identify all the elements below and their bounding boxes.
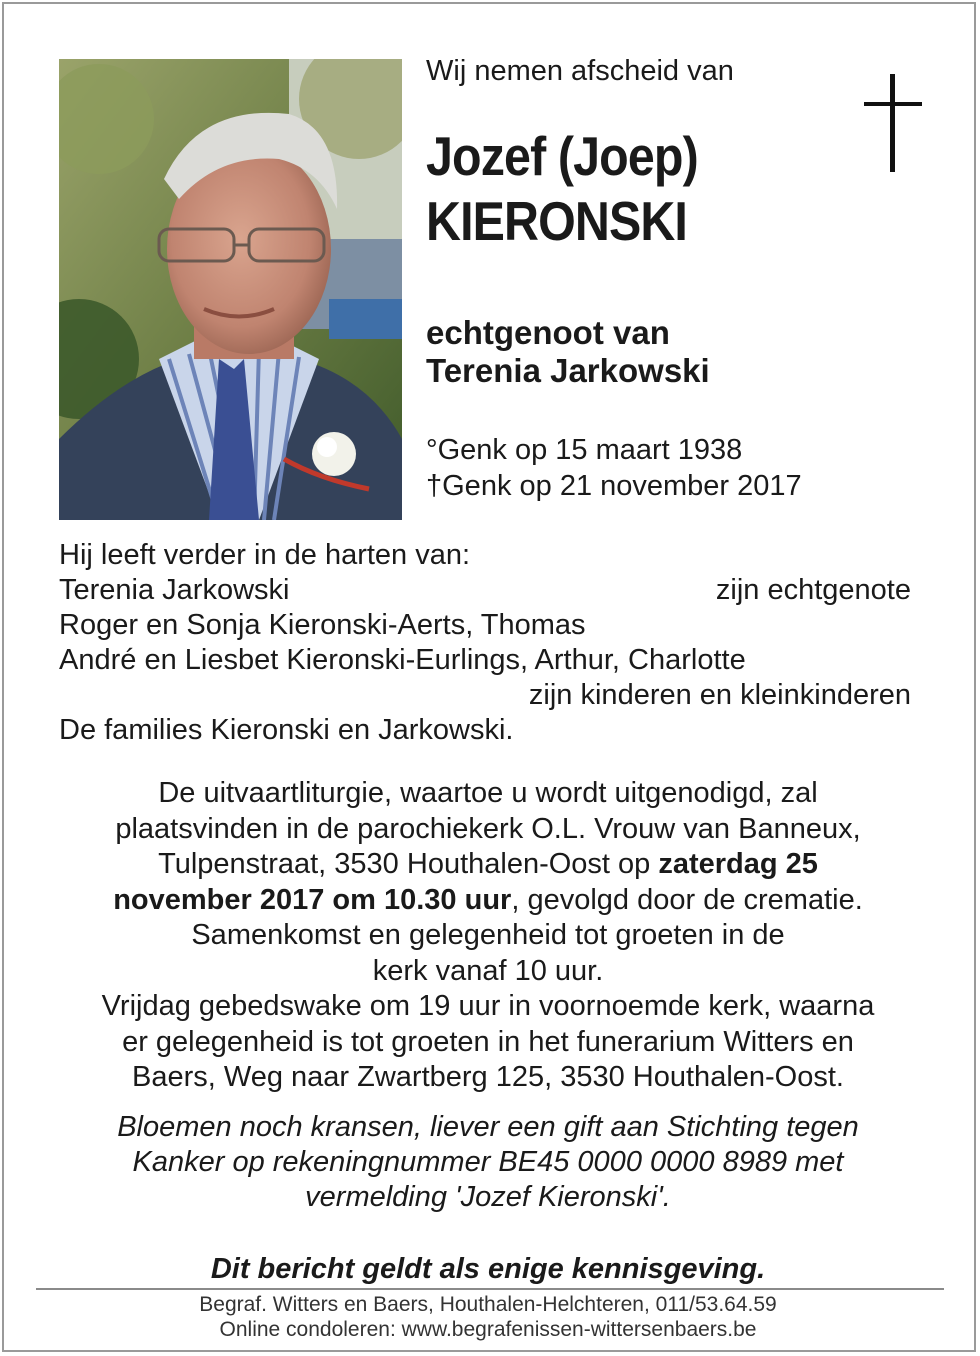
- funeral-line: kerk vanaf 10 uur.: [372, 954, 604, 987]
- footer: [40, 1292, 936, 1342]
- funeral-line: De uitvaartliturgie, waartoe u wordt uitgenodigd, zal: [158, 777, 818, 809]
- survivor-names: Terenia Jarkowski: [59, 574, 290, 606]
- funeral-line: Baers, Weg naar Zwartberg 125, 3530 Houthalen-Oost.: [132, 1061, 844, 1093]
- cross-icon: [864, 74, 922, 172]
- survivors-list: [59, 538, 917, 748]
- survivor-names: Roger en Sonja Kieronski-Aerts, Thomas: [59, 609, 586, 641]
- official-notice: Dit bericht geldt als enige kennisgeving.: [210, 1253, 766, 1285]
- funeral-line: plaatsvinden in de parochiekerk O.L. Vrouw van Banneux,: [115, 812, 861, 845]
- flowers-line: Kanker op rekeningnummer BE45 0000 0000 8989 met: [132, 1146, 844, 1178]
- deceased-name: [426, 124, 698, 254]
- life-dates: [426, 432, 802, 504]
- funeral-time-highlight: november 2017 om 10.30 uur: [113, 883, 512, 916]
- funeral-line: er gelegenheid is tot groeten in het funerarium Witters en: [122, 1025, 854, 1058]
- flowers-line: vermelding 'Jozef Kieronski'.: [305, 1181, 671, 1213]
- portrait-illustration: [59, 59, 402, 520]
- survivor-names: De families Kieronski en Jarkowski.: [59, 714, 514, 746]
- flowers-line: Bloemen noch kransen, liever een gift aan Stichting tegen: [117, 1111, 859, 1143]
- funeral-line: Vrijdag gebedswake om 19 uur in voornoemde kerk, waarna: [101, 990, 875, 1022]
- funeral-line: [40, 847, 936, 883]
- survivor-row: [59, 643, 917, 678]
- funeral-line-text: Tulpenstraat, 3530 Houthalen-Oost op: [158, 848, 659, 880]
- survivor-row: [59, 608, 917, 643]
- name-last: KIERONSKI: [426, 190, 688, 252]
- death-date: †Genk op 21 november 2017: [426, 470, 802, 502]
- funeral-line: Samenkomst en gelegenheid tot groeten in de: [191, 919, 785, 951]
- survivor-row: [59, 573, 917, 608]
- name-first: Jozef (Joep): [426, 125, 698, 187]
- flowers-request: [40, 1110, 936, 1215]
- survivor-relation: zijn echtgenote: [715, 574, 911, 606]
- cross-icon-shape: [864, 74, 922, 172]
- intro-text: Wij nemen afscheid van: [426, 55, 734, 87]
- funeral-home-contact: Begraf. Witters en Baers, Houthalen-Helchteren, 011/53.64.59: [199, 1293, 777, 1316]
- spouse-name: Terenia Jarkowski: [426, 352, 710, 389]
- survivor-row: [59, 713, 917, 748]
- survivor-row: [59, 678, 917, 713]
- survivor-names: André en Liesbet Kieronski-Eurlings, Arthur, Charlotte: [59, 644, 746, 676]
- portrait-photo: [59, 59, 402, 520]
- funeral-line-text: , gevolgd door de crematie.: [511, 883, 863, 916]
- funeral-date-highlight: zaterdag 25: [658, 848, 818, 880]
- survivor-relation: zijn kinderen en kleinkinderen: [528, 679, 911, 711]
- spouse-info: [426, 314, 710, 390]
- survivors-intro: Hij leeft verder in de harten van:: [59, 539, 471, 571]
- funeral-line: [40, 883, 936, 919]
- footer-divider: [36, 1288, 944, 1290]
- funeral-details: [40, 776, 936, 1096]
- spouse-label: echtgenoot van: [426, 314, 670, 351]
- online-condolence: Online condoleren: www.begrafenissen-wittersenbaers.be: [219, 1318, 757, 1341]
- birth-date: °Genk op 15 maart 1938: [426, 434, 743, 466]
